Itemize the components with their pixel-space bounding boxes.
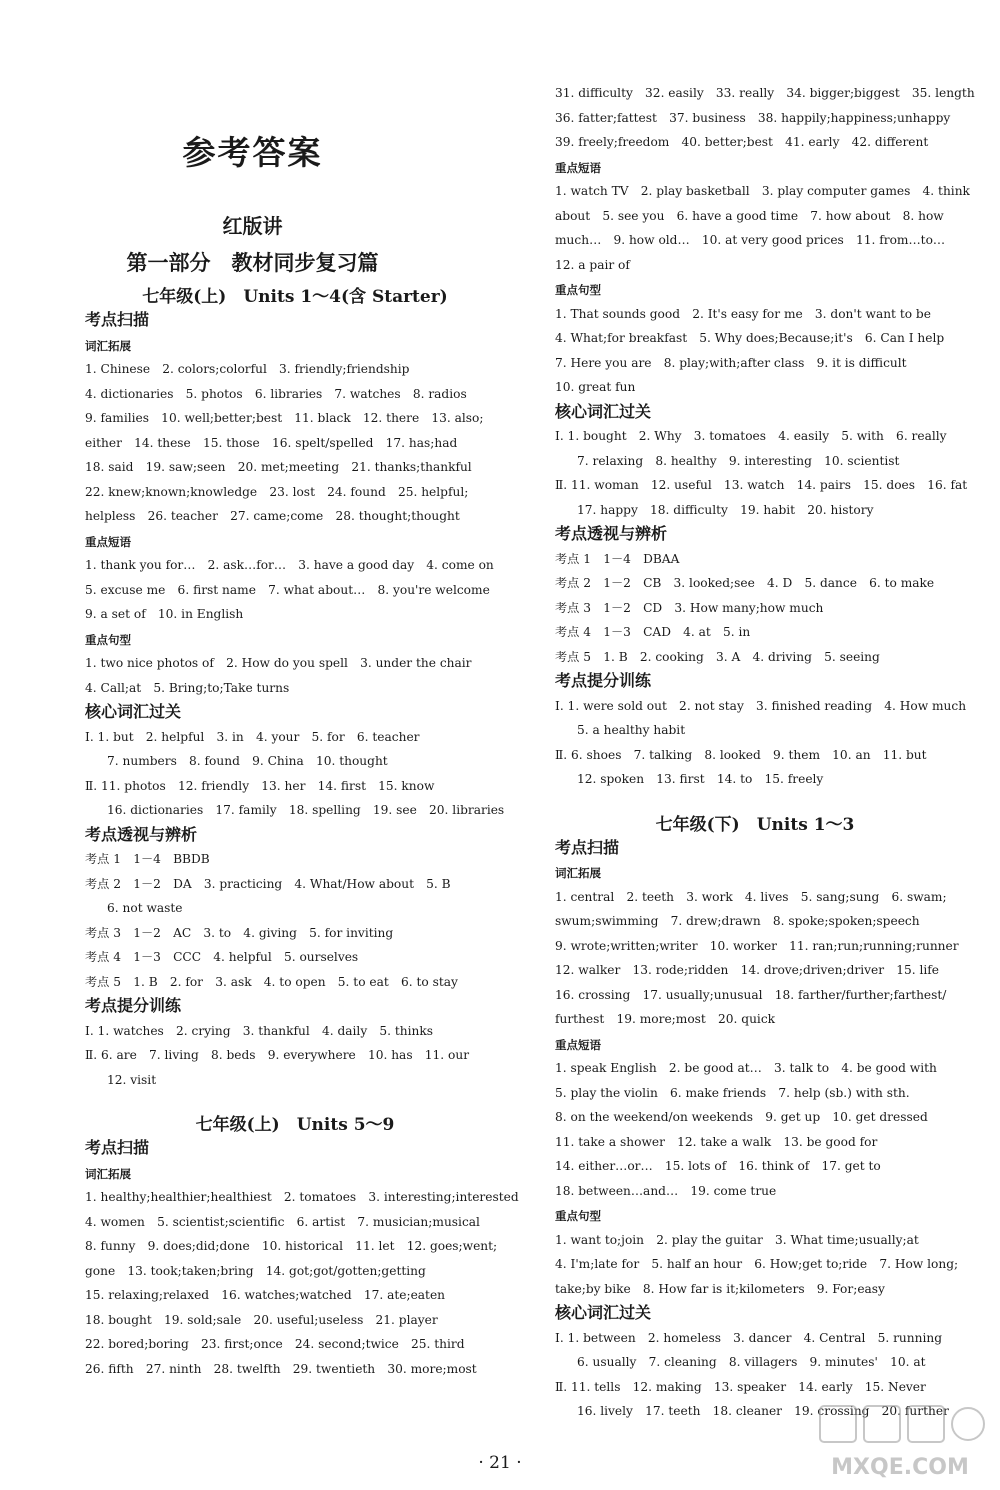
answer-line: 8. funny 9. does;did;done 10. historical 11. let 12. goes;went; <box>85 1239 498 1253</box>
section-heading: 考点提分训练 <box>85 996 182 1015</box>
answer-line: 26. fifth 27. ninth 28. twelfth 29. twentieth 30. more;most <box>85 1361 477 1376</box>
answer-line: 4. I'm;late for 5. half an hour 6. How;get to;ride 7. How long; <box>555 1257 959 1271</box>
answer-line: 9. a set of 10. in English <box>85 607 244 621</box>
answer-line: 考点 5 1. B 2. for 3. ask 4. to open 5. to eat 6. to stay <box>85 974 458 989</box>
answer-line: Ⅰ. 1. between 2. homeless 3. dancer 4. Central 5. running <box>555 1330 942 1345</box>
answer-line: 16. dictionaries 17. family 18. spelling 19. see 20. libraries <box>107 803 505 817</box>
answer-line: Ⅰ. 1. bought 2. Why 3. tomatoes 4. easily 5. with 6. really <box>555 429 947 443</box>
answer-line: 考点 1 1－4 DBAA <box>555 551 680 566</box>
answer-line: 9. wrote;written;writer 10. worker 11. ran;run;running;runner <box>555 938 959 953</box>
part-heading: 第一部分 教材同步复习篇 <box>126 250 379 275</box>
answer-line: 36. fatter;fattest 37. business 38. happily;happiness;unhappy <box>555 110 951 125</box>
page-title: 参考答案 <box>182 133 323 172</box>
answer-line: 1. watch TV 2. play basketball 3. play computer games 4. think <box>555 184 970 198</box>
answer-line: 18. said 19. saw;seen 20. met;meeting 21. thanks;thankful <box>85 460 472 474</box>
answer-line: 考点 2 1－2 DA 3. practicing 4. What/How about 5. B <box>85 876 451 891</box>
watermark-logo <box>812 1402 987 1484</box>
answer-line: 考点 4 1－3 CCC 4. helpful 5. ourselves <box>85 950 359 964</box>
section-heading: 考点扫描 <box>85 1138 150 1157</box>
answer-line: 考点 3 1－2 AC 3. to 4. giving 5. for inviting <box>85 925 394 940</box>
edition-heading: 红版讲 <box>222 214 283 238</box>
answer-line: 7. numbers 8. found 9. China 10. thought <box>107 754 388 768</box>
answer-line: 14. either…or… 15. lots of 16. think of 17. get to <box>555 1159 881 1173</box>
answer-line: 8. on the weekend/on weekends 9. get up 10. get dressed <box>555 1110 928 1124</box>
section-heading: 核心词汇过关 <box>555 401 652 421</box>
subsection-label: 词汇拓展 <box>85 1166 131 1181</box>
answer-line: 10. great fun <box>555 380 636 394</box>
answer-line: 1. Chinese 2. colors;colorful 3. friendly;friendship <box>85 362 410 376</box>
page-number: · 21 · <box>478 1453 522 1473</box>
answer-line: 考点 3 1－2 CD 3. How many;how much <box>555 600 824 615</box>
unit-heading: 七年级(上) Units 5～9 <box>195 1115 395 1135</box>
section-heading: 考点透视与辨析 <box>555 524 668 543</box>
answer-line: Ⅰ. 1. watches 2. crying 3. thankful 4. daily 5. thinks <box>85 1023 434 1038</box>
answer-line: either 14. these 15. those 16. spelt/spelled 17. has;had <box>85 435 458 450</box>
subsection-label: 词汇拓展 <box>555 866 601 880</box>
answer-line: 4. women 5. scientist;scientific 6. artist 7. musician;musical <box>85 1214 480 1229</box>
answer-line: 6. usually 7. cleaning 8. villagers 9. minutes' 10. at <box>577 1355 926 1369</box>
answer-line: 15. relaxing;relaxed 16. watches;watched 17. ate;eaten <box>85 1288 446 1302</box>
subsection-label: 重点短语 <box>85 534 131 549</box>
answer-line: furthest 19. more;most 20. quick <box>555 1012 776 1026</box>
answer-line: 18. between…and… 19. come true <box>555 1183 777 1198</box>
answer-line: 16. lively 17. teeth 18. cleaner 19. crossing 20. further <box>577 1404 949 1418</box>
answer-line: 1. speak English 2. be good at… 3. talk to 4. be good with <box>555 1061 937 1075</box>
answer-line: 1. central 2. teeth 3. work 4. lives 5. sang;sung 6. swam; <box>555 889 947 904</box>
answer-line: 7. Here you are 8. play;with;after class 9. it is difficult <box>555 355 907 370</box>
subsection-label: 重点句型 <box>85 632 131 647</box>
answer-line: Ⅱ. 6. shoes 7. talking 8. looked 9. them 10. an 11. but <box>555 747 927 762</box>
answer-line: 1. That sounds good 2. It's easy for me 3. don't want to be <box>555 306 931 321</box>
section-heading: 考点扫描 <box>85 310 150 329</box>
section-heading: 核心词汇过关 <box>555 1303 652 1322</box>
answer-line: 4. Call;at 5. Bring;to;Take turns <box>85 680 290 695</box>
answer-line: 18. bought 19. sold;sale 20. useful;useless 21. player <box>85 1312 438 1327</box>
answer-line: 考点 2 1－2 CB 3. looked;see 4. D 5. dance 6. to make <box>555 576 935 590</box>
answer-line: 考点 5 1. B 2. cooking 3. A 4. driving 5. seeing <box>555 649 880 664</box>
answer-line: much… 9. how old… 10. at very good prices 11. from…to… <box>555 233 946 247</box>
answer-line: 17. happy 18. difficulty 19. habit 20. history <box>577 502 874 517</box>
answer-line: 9. families 10. well;better;best 11. black 12. there 13. also; <box>85 411 484 425</box>
section-heading: 考点提分训练 <box>555 671 652 690</box>
answer-line: 5. excuse me 6. first name 7. what about… 8. you're welcome <box>85 582 490 597</box>
answer-line: 16. crossing 17. usually;unusual 18. farther/further;farthest/ <box>555 987 947 1002</box>
section-heading: 考点扫描 <box>555 837 620 857</box>
answer-line: take;by bike 8. How far is it;kilometers 9. For;easy <box>555 1281 885 1296</box>
answer-line: 7. relaxing 8. healthy 9. interesting 10. scientist <box>577 453 900 468</box>
answer-line: 12. a pair of <box>555 257 630 272</box>
answer-line: 5. a healthy habit <box>577 723 686 737</box>
answer-line: Ⅱ. 11. photos 12. friendly 13. her 14. first 15. know <box>85 778 435 793</box>
answer-line: gone 13. took;taken;bring 14. got;got/gotten;getting <box>85 1263 426 1278</box>
answer-line: Ⅰ. 1. but 2. helpful 3. in 4. your 5. for 6. teacher <box>85 729 420 744</box>
answer-line: Ⅱ. 6. are 7. living 8. beds 9. everywhere 10. has 11. our <box>85 1048 470 1062</box>
answer-line: about 5. see you 6. have a good time 7. how about 8. how <box>555 208 944 223</box>
answer-line: Ⅱ. 11. woman 12. useful 13. watch 14. pairs 15. does 16. fat <box>555 478 968 492</box>
answer-line: 1. healthy;healthier;healthiest 2. tomatoes 3. interesting;interested <box>85 1190 519 1204</box>
answer-line: swum;swimming 7. drew;drawn 8. spoke;spoken;speech <box>555 914 920 928</box>
answer-line: 6. not waste <box>107 901 183 915</box>
answer-line: 11. take a shower 12. take a walk 13. be good for <box>555 1134 878 1149</box>
unit-heading: 七年级(下) Units 1～3 <box>655 814 855 835</box>
subsection-label: 重点短语 <box>555 1037 601 1052</box>
subsection-label: 重点句型 <box>555 1209 601 1223</box>
answer-line: 12. visit <box>107 1072 157 1087</box>
subsection-label: 重点短语 <box>555 160 601 175</box>
answer-line: 22. bored;boring 23. first;once 24. second;twice 25. third <box>85 1337 465 1351</box>
answer-line: 考点 1 1－4 BBDB <box>85 852 210 866</box>
section-heading: 考点透视与辨析 <box>85 824 198 844</box>
answer-line: 39. freely;freedom 40. better;best 41. early 42. different <box>555 135 929 149</box>
subsection-label: 重点句型 <box>555 283 601 297</box>
answer-line: 12. walker 13. rode;ridden 14. drove;driven;driver 15. life <box>555 963 939 977</box>
answer-line: 4. What;for breakfast 5. Why does;Because;it's 6. Can I help <box>555 331 945 345</box>
answer-line: Ⅰ. 1. were sold out 2. not stay 3. finished reading 4. How much <box>555 698 967 713</box>
answer-line: 考点 4 1－3 CAD 4. at 5. in <box>555 625 751 639</box>
answer-line: 22. knew;known;knowledge 23. lost 24. found 25. helpful; <box>85 484 469 499</box>
answer-line: 1. thank you for… 2. ask…for… 3. have a good day 4. come on <box>85 558 494 572</box>
answer-line: 5. play the violin 6. make friends 7. help (sb.) with sth. <box>555 1085 910 1100</box>
answer-line: 31. difficulty 32. easily 33. really 34. bigger;biggest 35. length <box>555 86 975 100</box>
answer-line: 12. spoken 13. first 14. to 15. freely <box>577 772 824 786</box>
answer-line: 1. want to;join 2. play the guitar 3. What time;usually;at <box>555 1232 919 1247</box>
section-heading: 核心词汇过关 <box>85 702 182 721</box>
answer-line: 1. two nice photos of 2. How do you spell 3. under the chair <box>85 656 472 670</box>
subsection-label: 词汇拓展 <box>85 338 131 353</box>
answer-line: 4. dictionaries 5. photos 6. libraries 7. watches 8. radios <box>85 386 467 401</box>
answer-line: helpless 26. teacher 27. came;come 28. thought;thought <box>85 509 460 523</box>
answer-line: Ⅱ. 11. tells 12. making 13. speaker 14. early 15. Never <box>555 1379 926 1394</box>
svg-text:MXQE.COM: MXQE.COM <box>831 1455 969 1480</box>
unit-heading: 七年级(上) Units 1～4(含 Starter) <box>142 287 448 307</box>
